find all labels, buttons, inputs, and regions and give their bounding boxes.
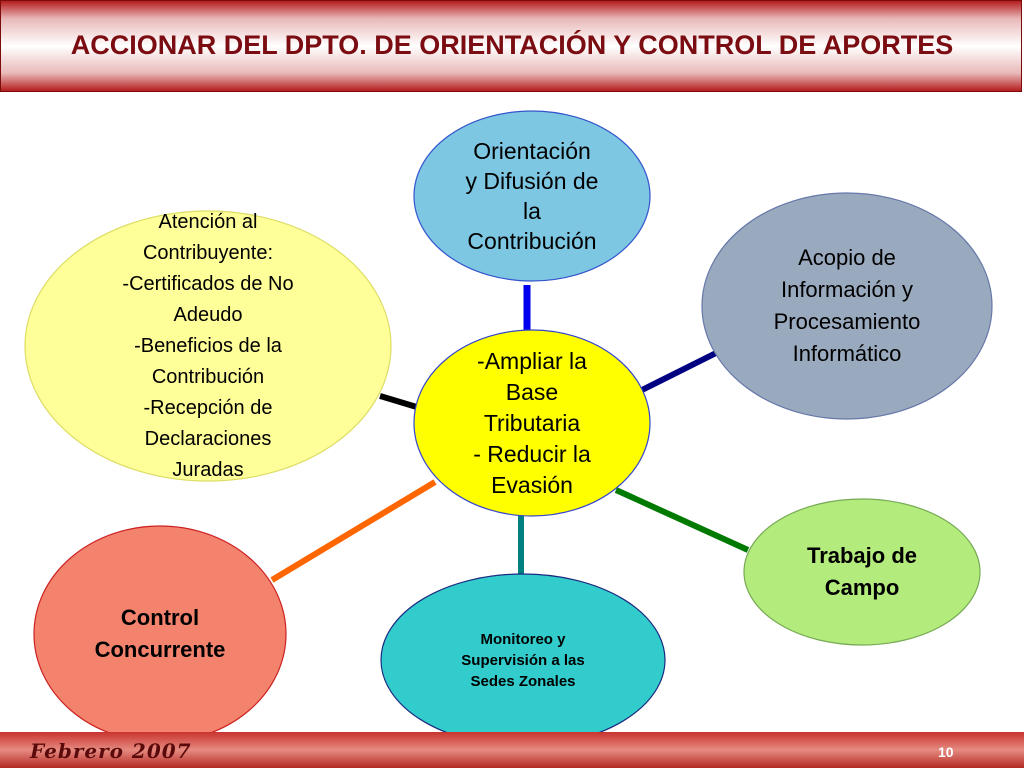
node-atencion xyxy=(25,211,391,481)
node-orientacion-label: Orientación y Difusión de la Contribución xyxy=(465,138,599,254)
node-atencion-label: Atención al Contribuyente: -Certificados de No Adeudo -Beneficios de la Contribución -Recepción de Declaraciones Juradas xyxy=(122,210,294,481)
node-trabajo-label: Trabajo de Campo xyxy=(806,543,918,600)
footer-date: Febrero 2007 xyxy=(30,739,192,763)
node-acopio xyxy=(702,193,992,419)
connector-control xyxy=(272,482,435,580)
node-acopio-label: Acopio de Información y Procesamiento Informático xyxy=(773,245,921,366)
node-orientacion xyxy=(414,111,650,281)
center-node-label: -Ampliar la Base Tributaria - Reducir la Evasión xyxy=(473,347,591,498)
node-control-label: Control Concurrente xyxy=(94,605,226,662)
slide-title: ACCIONAR DEL DPTO. DE ORIENTACIÓN Y CONTROL DE APORTES xyxy=(70,30,954,60)
page-number: 10 xyxy=(938,744,954,760)
node-monitoreo xyxy=(381,574,665,746)
node-trabajo xyxy=(744,499,980,645)
node-control xyxy=(34,526,286,742)
center-node xyxy=(414,330,650,516)
node-monitoreo-label: Monitoreo y Supervisión a las Sedes Zonales xyxy=(461,630,585,690)
